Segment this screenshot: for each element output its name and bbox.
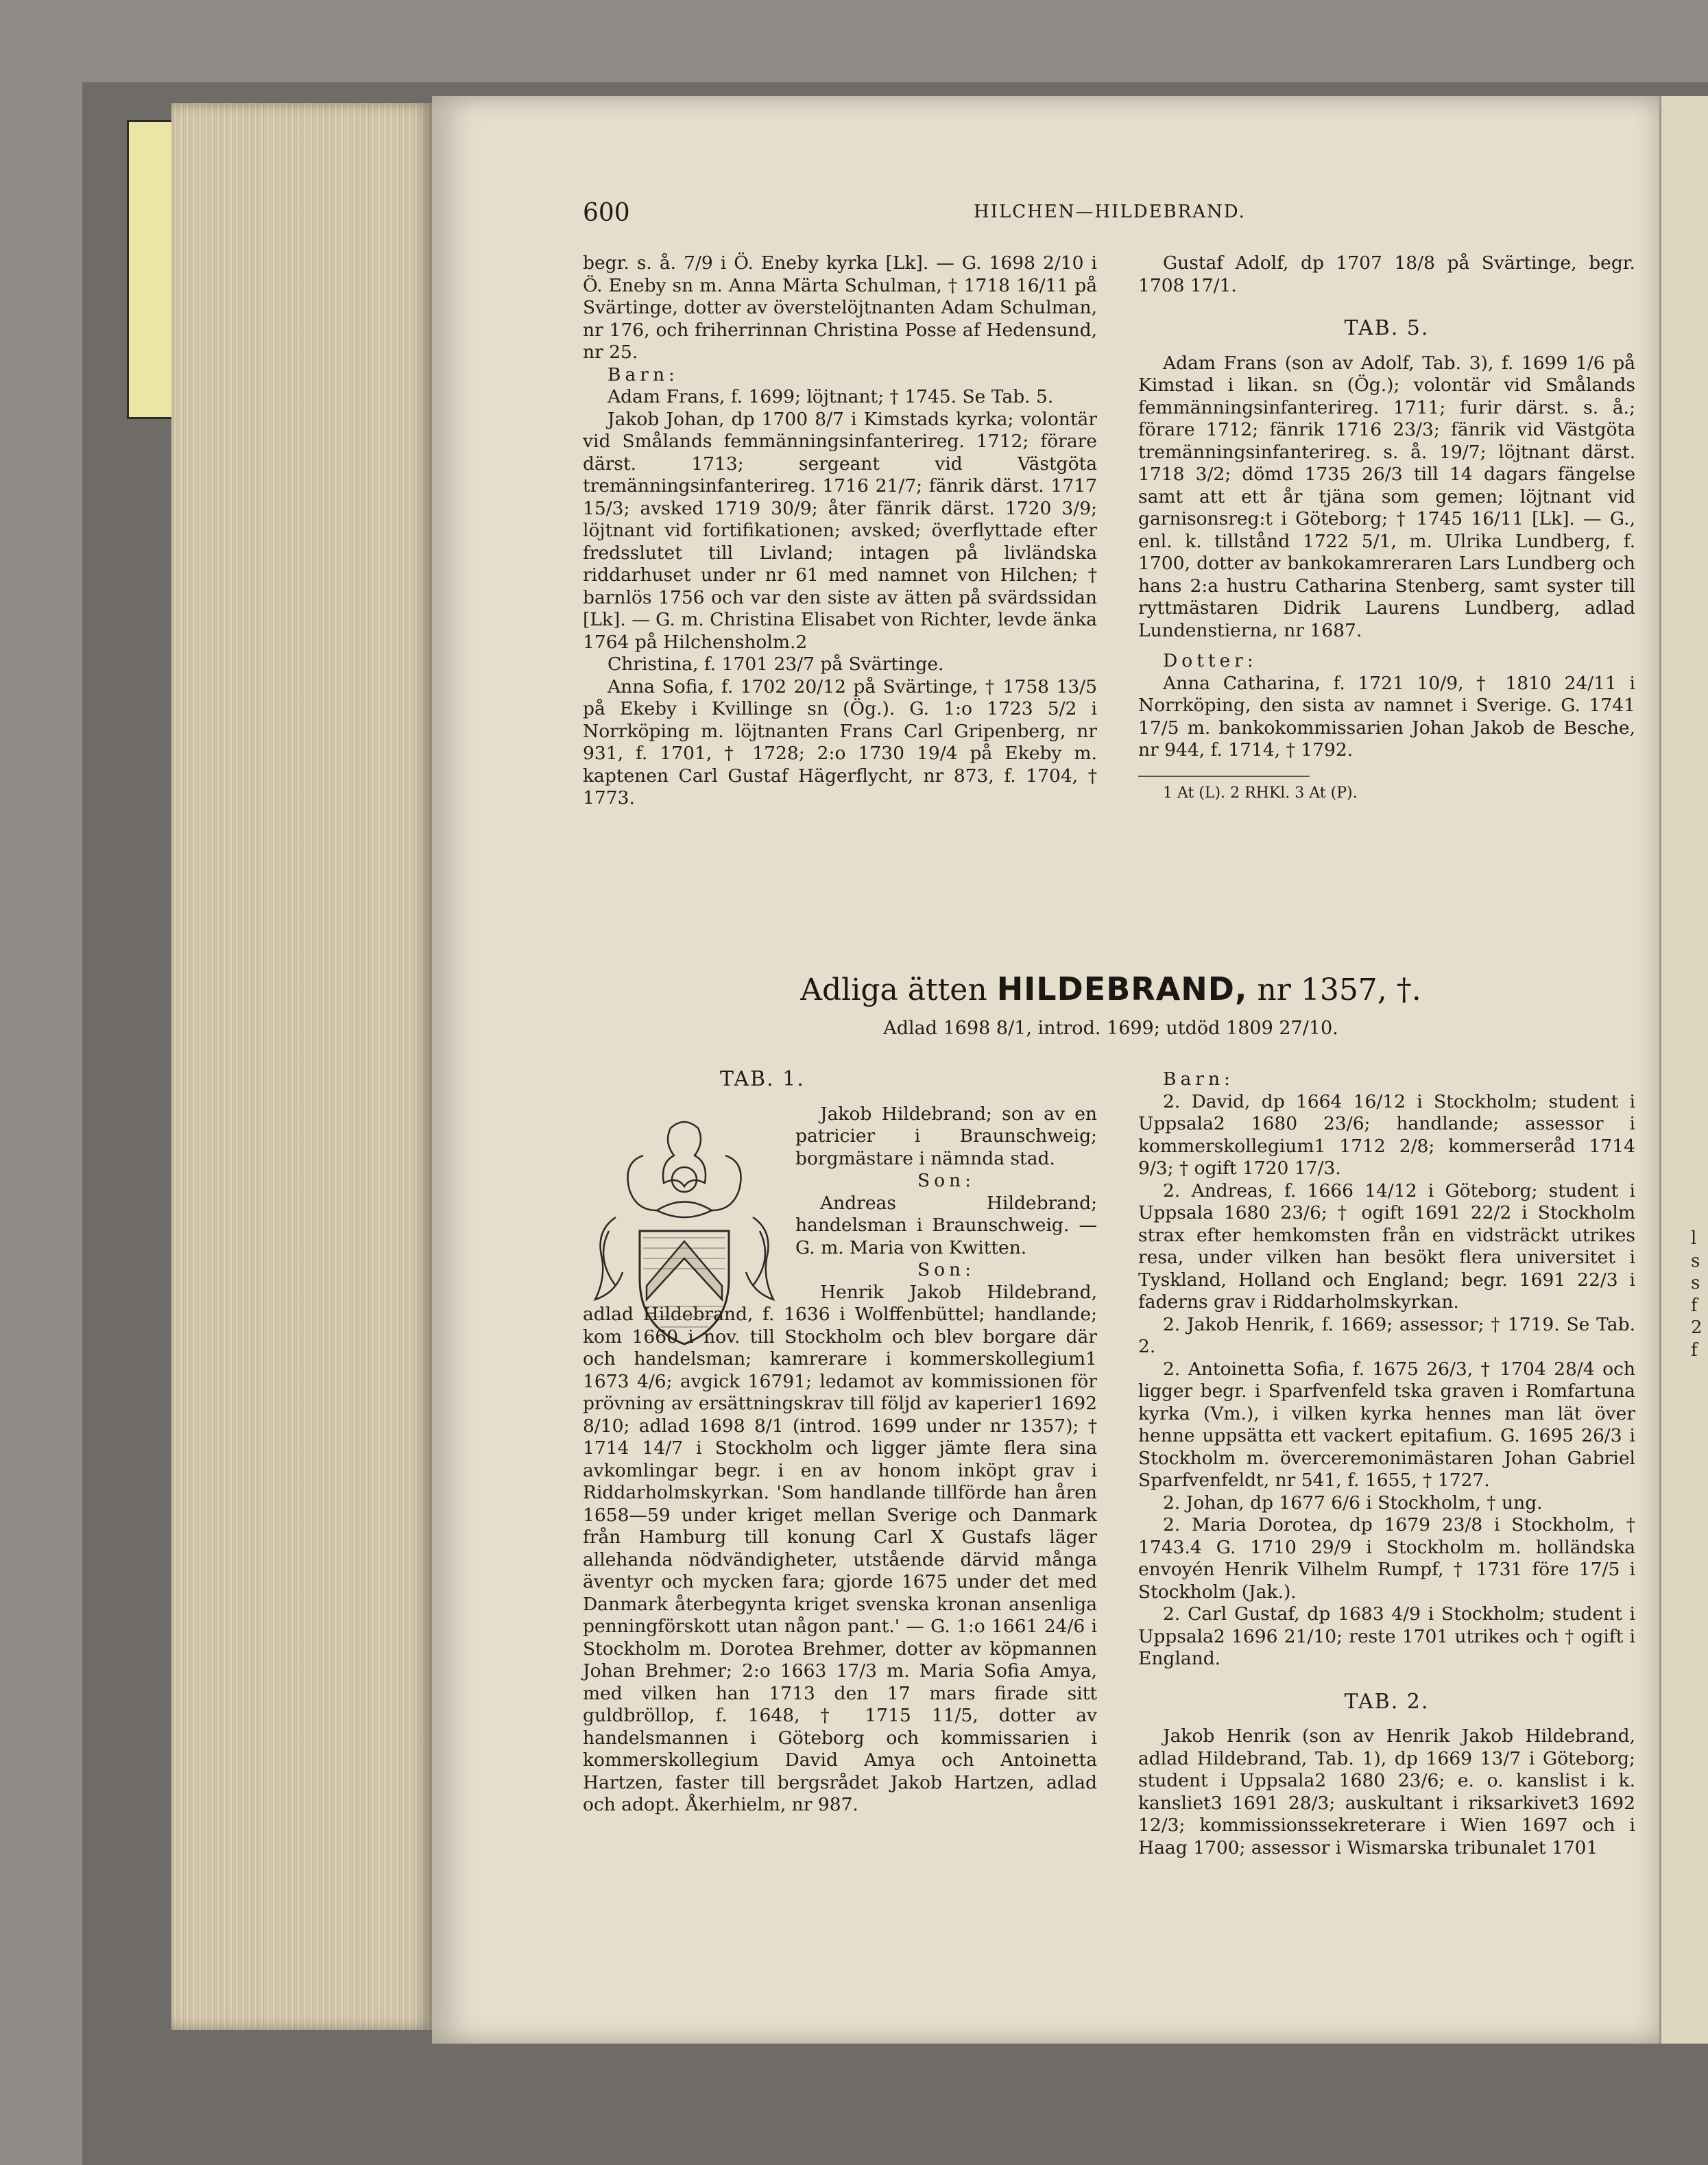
paragraph: 2. Maria Dorotea, dp 1679 23/8 i Stockholm, † 1743.4 G. 1710 29/9 i Stockholm m. holländska envoyén Henrik Vilhelm Rumpf, † 1731 före 17/5 i Stockholm (Jak.).: [1138, 1514, 1635, 1603]
next-page-edge: [1659, 96, 1708, 2044]
paragraph: 2. Antoinetta Sofia, f. 1675 26/3, † 1704 28/4 och ligger begr. i Sparfvenfeld tska graven i Romfartuna kyrka (Vm.), i vilken kyrka hennes man lät över henne uppsätta ett vackert epitafium. G. 1695 26/3 i Stockholm m. överceremonimästaren Johan Gabriel Sparfvenfeldt, nr 541, f. 1655, † 1727.: [1138, 1358, 1635, 1491]
paragraph: 2. David, dp 1664 16/12 i Stockholm; student i Uppsala2 1680 23/6; handlande; assessor i kommerskollegium1 1712 2/8; kommerseråd 1714 9/3; † ogift 1720 17/3.: [1138, 1090, 1635, 1179]
paragraph: Henrik Jakob Hildebrand, adlad Hildebrand, f. 1636 i Wolffenbüttel; handlande; kom 1660 i nov. till Stockholm och blev borgare där och handelsman; kamrerare i kommerskollegium1 1673 4/6; avgick 16791; ledamot av kommissionen för prövning av ersättningskrav till följd av kaperier1 1692 8/10; adlad 1698 8/1 (introd. 1699 under nr 1357); † 1714 14/7 i Stockholm och ligger jämte flera sina avkomlingar begr. i en av honom inköpt grav i Riddarholmskyrkan. 'Som handlande tillförde han åren 1658—59 under kriget mellan Sverige och Danmark från Hamburg till konung Carl X Gustafs läger allehanda nödvändigheter, utstående därvid många äventyr och mycken fara; gjorde 1675 under det med Danmark återbegynta kriget svenska kronan ansenliga penningförskott utan någon pant.' — G. 1:o 1661 24/6 i Stockholm m. Dorotea Brehmer, dotter av köpmannen Johan Brehmer; 2:o 1663 17/3 m. Maria Sofia Amya, med vilken han 1713 den 17 mars firade sitt guldbröllop, f. 1648, † 1715 11/5, dotter av handelsmannen i Göteborg och kommissarien i kommerskollegium David Amya och Antoinetta Hartzen, faster till bergsrådet Jakob Hartzen, adlad och adopt. Åkerhielm, nr 987.: [583, 1281, 1097, 1815]
running-title: HILCHEN—HILDEBRAND.: [974, 202, 1246, 222]
paragraph: Adam Frans (son av Adolf, Tab. 3), f. 1699 1/6 på Kimstad i likan. sn (Ög.); volontär vid Smålands femmänningsinfanterireg. 1711; furir därst. s. å.; förare 1712; fänrik 1716 23/3; fänrik vid Västgöta tremänningsinfanterireg. s. å. 19/7; löjtnant därst. 1718 3/2; dömd 1735 26/3 till 14 dagars fängelse samt att ett år tjäna som gemen; löjtnant vid garnisonsreg:t i Göteborg; † 1745 16/11 [Lk]. — G., enl. k. tillstånd 1722 5/1, m. Ulrika Lundberg, f. 1700, dotter av bankokamreraren Lars Lundberg och hans 2:a hustru Catharina Stenberg, samt syster till ryttmästaren Didrik Laurens Lundberg, adlad Lundenstierna, nr 1687.: [1138, 352, 1635, 641]
family-suffix: nr 1357, †.: [1257, 972, 1421, 1007]
section-label: Barn:: [1163, 1068, 1234, 1090]
family-prefix: Adliga ätten: [800, 972, 987, 1007]
family-title: [583, 970, 1639, 1007]
family-name: HILDEBRAND,: [996, 970, 1248, 1007]
section-label: Son:: [917, 1170, 976, 1191]
column-top-right: [1138, 252, 1635, 804]
paragraph: Anna Catharina, f. 1721 10/9, † 1810 24/11 i Norrköping, den sista av namnet i Sverige. G. 1741 17/5 m. bankokommissarien Johan Jakob de Besche, nr 944, f. 1714, † 1792.: [1138, 672, 1635, 761]
paragraph: Andreas Hildebrand; handelsman i Braunschweig. — G. m. Maria von Kwitten.: [795, 1192, 1097, 1258]
paragraph: 2. Andreas, f. 1666 14/12 i Göteborg; student i Uppsala 1680 23/6; † ogift 1691 22/2 i Stockholm strax efter hemkomsten från en vidsträckt utrikes resa, under vilken han besökt flera universitet i Tyskland, Holland och England; begr. 1691 22/3 i faderns grav i Riddarholmskyrkan.: [1138, 1180, 1635, 1313]
paragraph: Gustaf Adolf, dp 1707 18/8 på Svärtinge, begr. 1708 17/1.: [1138, 252, 1635, 296]
paragraph: Christina, f. 1701 23/7 på Svärtinge.: [608, 654, 944, 675]
page-header: [583, 199, 1639, 226]
next-page-fragments: l s s f 2 f: [1691, 1228, 1703, 1361]
paragraph: 2. Johan, dp 1677 6/6 i Stockholm, † ung.: [1163, 1492, 1543, 1514]
page-number: 600: [583, 199, 630, 227]
column-bottom-right: [1138, 1068, 1635, 1859]
page-edges: [171, 103, 432, 2030]
paragraph: 2. Jakob Henrik, f. 1669; assessor; † 1719. Se Tab. 2.: [1138, 1313, 1635, 1357]
tab-heading: TAB. 2.: [1344, 1689, 1430, 1714]
paragraph: Jakob Hildebrand; son av en patricier i Braunschweig; borgmästare i nämnda stad.: [795, 1103, 1097, 1169]
family-subtitle: Adlad 1698 8/1, introd. 1699; utdöd 1809 27/10.: [883, 1018, 1338, 1039]
paragraph: Anna Sofia, f. 1702 20/12 på Svärtinge, † 1758 13/5 på Ekeby i Kvillinge sn (Ög.). G. 1:o 1723 5/2 i Norrköping m. löjtnanten Frans Carl Gripenberg, nr 931, f. 1701, † 1728; 2:o 1730 19/4 på Ekeby m. kaptenen Carl Gustaf Hägerflycht, nr 873, f. 1704, † 1773.: [583, 675, 1097, 809]
tab-heading: TAB. 5.: [1344, 316, 1430, 340]
paragraph: begr. s. å. 7/9 i Ö. Eneby kyrka [Lk]. — G. 1698 2/10 i Ö. Eneby sn m. Anna Märta Schulman, † 1718 16/11 på Svärtinge, dotter av överstelöjtnanten Adam Schulman, nr 176, och friherrinnan Christina Posse af Hedensund, nr 25.: [583, 252, 1097, 363]
section-label: Dotter:: [1163, 650, 1258, 671]
paragraph: 2. Carl Gustaf, dp 1683 4/9 i Stockholm; student i Uppsala2 1696 21/10; reste 1701 utrikes och † ogift i England.: [1138, 1603, 1635, 1669]
paragraph: Jakob Henrik (son av Henrik Jakob Hildebrand, adlad Hildebrand, Tab. 1), dp 1669 13/7 i Göteborg; student i Uppsala2 1680 23/6; e. o. kanslist i k. kansliet3 1691 28/3; auskultant i riksarkivet3 1692 12/3; kommissionssekreterare i Wien 1697 och i Haag 1700; assessor i Wismarska tribunalet 1701: [1138, 1725, 1635, 1858]
column-bottom-left: [583, 1068, 1097, 1817]
column-top-left: [583, 252, 1097, 810]
paragraph: Jakob Johan, dp 1700 8/7 i Kimstads kyrka; volontär vid Smålands femmänningsinfanterireg. 1712; förare därst. 1713; sergeant vid Västgöta tremänningsinfanterireg. 1716 21/7; fänrik därst. 1717 15/3; avsked 1719 30/9; åter fänrik därst. 1720 3/9; löjtnant vid fortifikationen; avsked; överflyttade efter fredsslutet till Livland; intagen på livländska riddarhuset under nr 61 med namnet von Hilchen; † barnlös 1756 och var den siste av ätten på svärdssidan [Lk]. — G. m. Christina Elisabet von Richter, levde änka 1764 på Hilchensholm.2: [583, 408, 1097, 653]
footnotes: 1 At (L). 2 RHKl. 3 At (P).: [1138, 776, 1310, 805]
section-label: Barn:: [608, 363, 679, 385]
section-label: Son:: [917, 1259, 976, 1280]
tab-heading: TAB. 1.: [720, 1067, 805, 1091]
paragraph: Adam Frans, f. 1699; löjtnant; † 1745. Se Tab. 5.: [608, 386, 1054, 407]
